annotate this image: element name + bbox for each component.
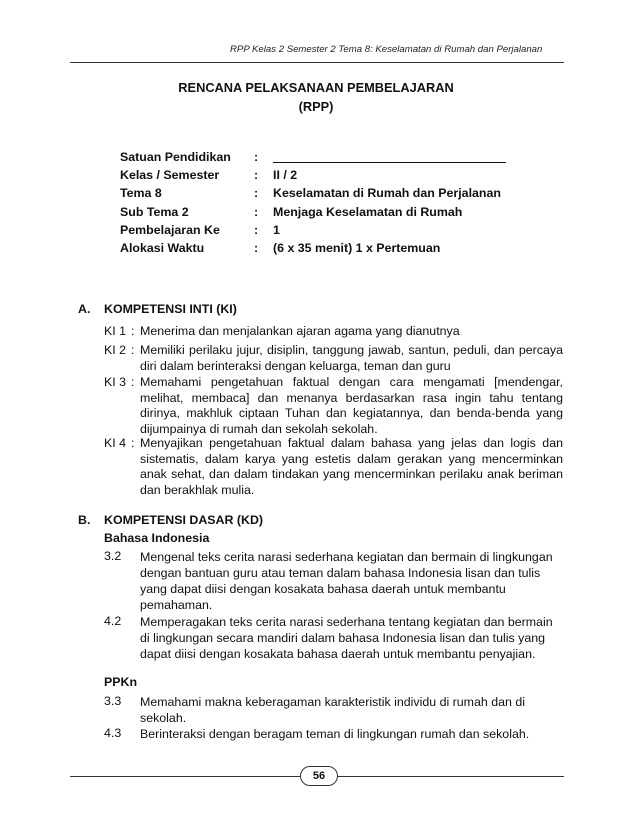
section-heading: KOMPETENSI DASAR (KD) bbox=[104, 513, 264, 527]
ki-colon: : bbox=[131, 343, 135, 357]
identity-blank-field bbox=[273, 162, 506, 163]
identity-colon: : bbox=[254, 186, 259, 200]
identity-label: Tema 8 bbox=[120, 186, 162, 200]
identity-label: Sub Tema 2 bbox=[120, 205, 189, 219]
identity-colon: : bbox=[254, 150, 259, 164]
kd-text: Mengenal teks cerita narasi sederhana kegiatan dan bermain di lingkungan dengan bantuan guru atau teman dalam bahasa Indonesia lisan dan tulis yang dapat diisi dengan kosakata bahasa daerah untuk membantu pemahaman. bbox=[140, 550, 553, 612]
ki-colon: : bbox=[131, 436, 135, 450]
identity-label: Satuan Pendidikan bbox=[120, 150, 231, 164]
running-header: RPP Kelas 2 Semester 2 Tema 8: Keselamatan di Rumah dan Perjalanan bbox=[230, 44, 543, 55]
section-letter: A. bbox=[78, 302, 91, 316]
identity-value: Menjaga Keselamatan di Rumah bbox=[273, 205, 463, 219]
identity-value: II / 2 bbox=[273, 168, 298, 182]
ki-text: Menerima dan menjalankan ajaran agama yang dianutnya bbox=[140, 324, 460, 338]
kd-code: 3.3 bbox=[104, 694, 122, 708]
identity-value: Keselamatan di Rumah dan Perjalanan bbox=[273, 186, 501, 200]
identity-label: Kelas / Semester bbox=[120, 168, 220, 182]
identity-label: Alokasi Waktu bbox=[120, 241, 205, 255]
subject-heading: PPKn bbox=[104, 675, 138, 689]
ki-code: KI 2 bbox=[104, 343, 127, 357]
page-number: 56 bbox=[300, 766, 338, 786]
kd-code: 3.2 bbox=[104, 549, 122, 563]
ki-colon: : bbox=[131, 375, 135, 389]
document-subtitle: (RPP) bbox=[298, 99, 334, 114]
ki-text: Memahami pengetahuan faktual dengan cara mengamati [mendengar, melihat, membaca] dan menanya berdasarkan rasa ingin tahu tentang dirinya, makhluk ciptaan Tuhan dan kegiatannya, dan benda-benda yang dijumpainya di rumah dan sekolah sekolah. bbox=[140, 375, 563, 436]
section-letter: B. bbox=[78, 513, 91, 527]
identity-label: Pembelajaran Ke bbox=[120, 223, 220, 237]
ki-code: KI 4 bbox=[104, 436, 127, 450]
identity-colon: : bbox=[254, 223, 259, 237]
ki-text: Menyajikan pengetahuan faktual dalam bahasa yang jelas dan logis dan sistematis, dalam karya yang estetis dalam gerakan yang mencerminkan anak sehat, dan dalam tindakan yang mencerminkan perilaku anak beriman dan berakhlak mulia. bbox=[140, 436, 563, 497]
ki-colon: : bbox=[131, 324, 135, 338]
ki-code: KI 1 bbox=[104, 324, 127, 338]
header-rule bbox=[70, 62, 564, 63]
identity-colon: : bbox=[254, 241, 259, 255]
kd-text: Berinteraksi dengan beragam teman di lingkungan rumah dan sekolah. bbox=[140, 727, 530, 741]
kd-text: Memahami makna keberagaman karakteristik individu di rumah dan di sekolah. bbox=[140, 695, 525, 725]
identity-value: 1 bbox=[273, 223, 280, 237]
ki-code: KI 3 bbox=[104, 375, 127, 389]
kd-text: Memperagakan teks cerita narasi sederhana tentang kegiatan dan bermain di lingkungan secara mandiri dalam bahasa Indonesia lisan dan tulis yang dapat diisi dengan kosakata bahasa daerah untuk membantu penyajian. bbox=[140, 615, 553, 661]
identity-colon: : bbox=[254, 205, 259, 219]
subject-heading: Bahasa Indonesia bbox=[104, 531, 210, 545]
ki-text: Memiliki perilaku jujur, disiplin, tanggung jawab, santun, peduli, dan percaya diri dalam berinteraksi dengan keluarga, teman dan guru bbox=[140, 343, 563, 373]
kd-code: 4.3 bbox=[104, 726, 122, 740]
identity-value: (6 x 35 menit) 1 x Pertemuan bbox=[273, 241, 441, 255]
kd-code: 4.2 bbox=[104, 614, 122, 628]
document-title: RENCANA PELAKSANAAN PEMBELAJARAN bbox=[178, 80, 454, 95]
section-heading: KOMPETENSI INTI (KI) bbox=[104, 302, 237, 316]
identity-colon: : bbox=[254, 168, 259, 182]
